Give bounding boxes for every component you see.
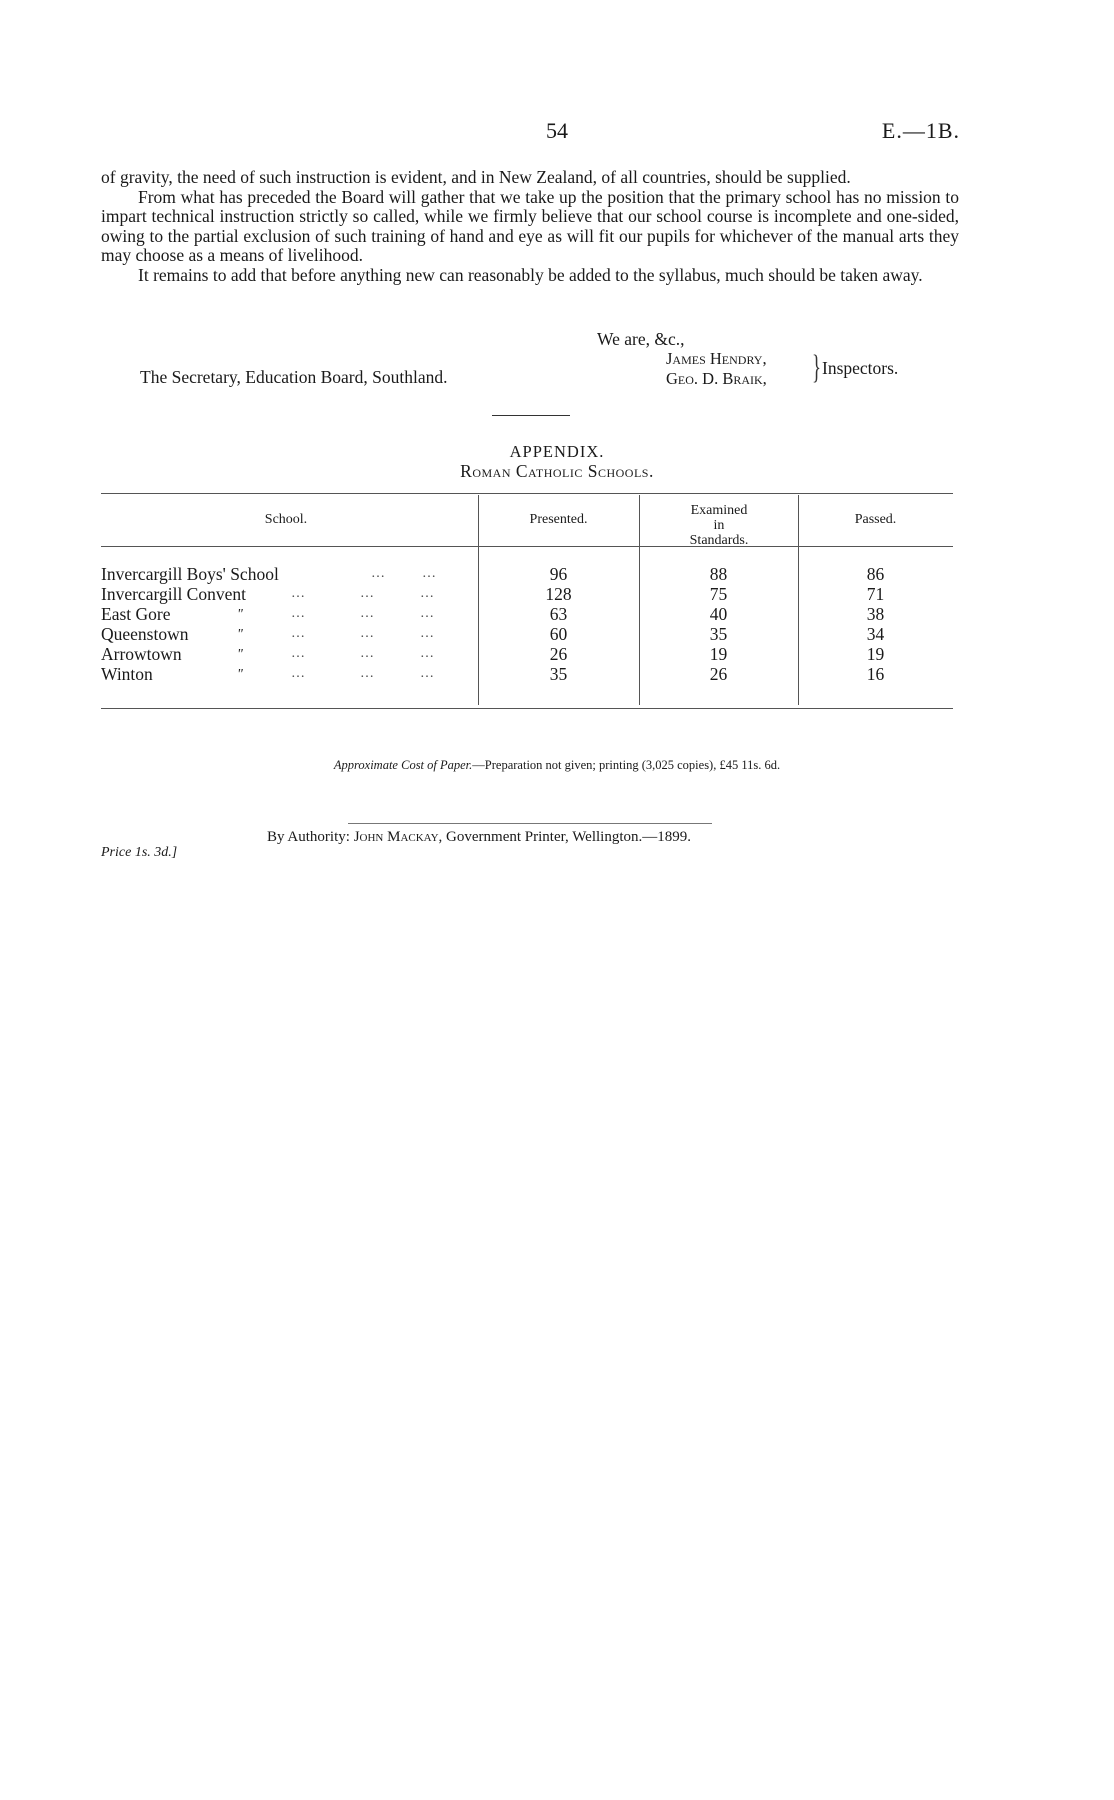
passed-value: 71 (866, 584, 885, 604)
closing-salutation: We are, &c., (597, 329, 685, 349)
column-header-passed: Passed. (854, 512, 897, 527)
examined-value: 75 (709, 584, 728, 604)
body-text (101, 168, 959, 286)
table-header-rule (101, 546, 953, 547)
school-name: Invercargill Boys' School (101, 564, 279, 584)
cost-label: Approximate Cost of Paper. (333, 758, 473, 772)
appendix-title: APPENDIX. (509, 442, 605, 461)
printer-name: John Mackay (353, 829, 439, 845)
printer-authority (267, 829, 691, 846)
column-header-presented: Presented. (529, 512, 588, 527)
passed-value: 38 (866, 604, 885, 624)
document-reference: E.—1B. (881, 118, 960, 143)
addressee: The Secretary, Education Board, Southland. (140, 367, 448, 387)
authority-prefix: By Authority: (267, 829, 354, 845)
signer-name: James Hendry, (666, 349, 767, 368)
section-divider (492, 415, 570, 416)
column-header-school: School. (264, 512, 308, 527)
passed-value: 19 (866, 644, 885, 664)
passed-value: 34 (866, 624, 885, 644)
paragraph: of gravity, the need of such instruction is evident, and in New Zealand, of all countries, should be supplied. (101, 167, 851, 187)
presented-value: 63 (549, 604, 568, 624)
presented-value: 60 (549, 624, 568, 644)
presented-value: 96 (549, 564, 568, 584)
passed-value: 86 (866, 564, 885, 584)
school-name: Queenstown (101, 624, 189, 644)
examined-value: 40 (709, 604, 728, 624)
leader-dots: … … (371, 566, 437, 581)
paragraph: It remains to add that before anything new can reasonably be added to the syllabus, much should be taken away. (138, 264, 923, 285)
leader-dots: … … … (291, 646, 435, 661)
table-row (101, 664, 953, 684)
presented-value: 35 (549, 664, 568, 684)
table-row (101, 564, 953, 584)
brace-glyph: } (812, 349, 821, 386)
footer-divider (348, 823, 712, 824)
school-name: Arrowtown (101, 644, 182, 664)
leader-dots: … … … (291, 666, 435, 681)
school-name: Winton (101, 664, 153, 684)
price-note: Price 1s. 3d.] (101, 845, 178, 860)
passed-value: 16 (866, 664, 885, 684)
school-name: East Gore (101, 604, 171, 624)
ditto-mark: " (237, 627, 243, 642)
appendix-subtitle: Roman Catholic Schools. (460, 461, 654, 481)
leader-dots: … … … (291, 606, 435, 621)
table-row (101, 644, 953, 664)
leader-dots: … … … (291, 626, 435, 641)
table-row (101, 624, 953, 644)
table-row (101, 604, 953, 624)
ditto-mark: " (237, 607, 243, 622)
page-number: 54 (546, 118, 568, 143)
signers (666, 349, 767, 389)
signer-role: Inspectors. (822, 358, 899, 378)
school-name: Invercargill Convent (101, 584, 246, 604)
examined-value: 19 (709, 644, 728, 664)
column-header-examined: Examined in Standards. (689, 503, 749, 548)
table-row (101, 584, 953, 604)
leader-dots: … … … (291, 586, 435, 601)
signer-name: Geo. D. Braik, (666, 369, 767, 388)
examined-value: 35 (709, 624, 728, 644)
examined-value: 88 (709, 564, 728, 584)
cost-text: —Preparation not given; printing (3,025 copies), £45 11s. 6d. (472, 758, 781, 772)
ditto-mark: " (237, 667, 243, 682)
presented-value: 128 (545, 584, 572, 604)
examined-value: 26 (709, 664, 728, 684)
presented-value: 26 (549, 644, 568, 664)
table-top-rule (101, 493, 953, 494)
paragraph: From what has preceded the Board will gather that we take up the position that the primary school has no mission to impart technical instruction strictly so called, while we firmly believe that our school course is incomplete and one-sided, owing to the partial exclusion of such training of hand and eye as will fit our pupils for whichever of the manual arts they may choose as a means of livelihood. (101, 186, 959, 266)
authority-suffix: , Government Printer, Wellington.—1899. (438, 829, 692, 845)
ditto-mark: " (237, 647, 243, 662)
cost-note (0, 758, 1114, 773)
table-bottom-rule (101, 708, 953, 709)
